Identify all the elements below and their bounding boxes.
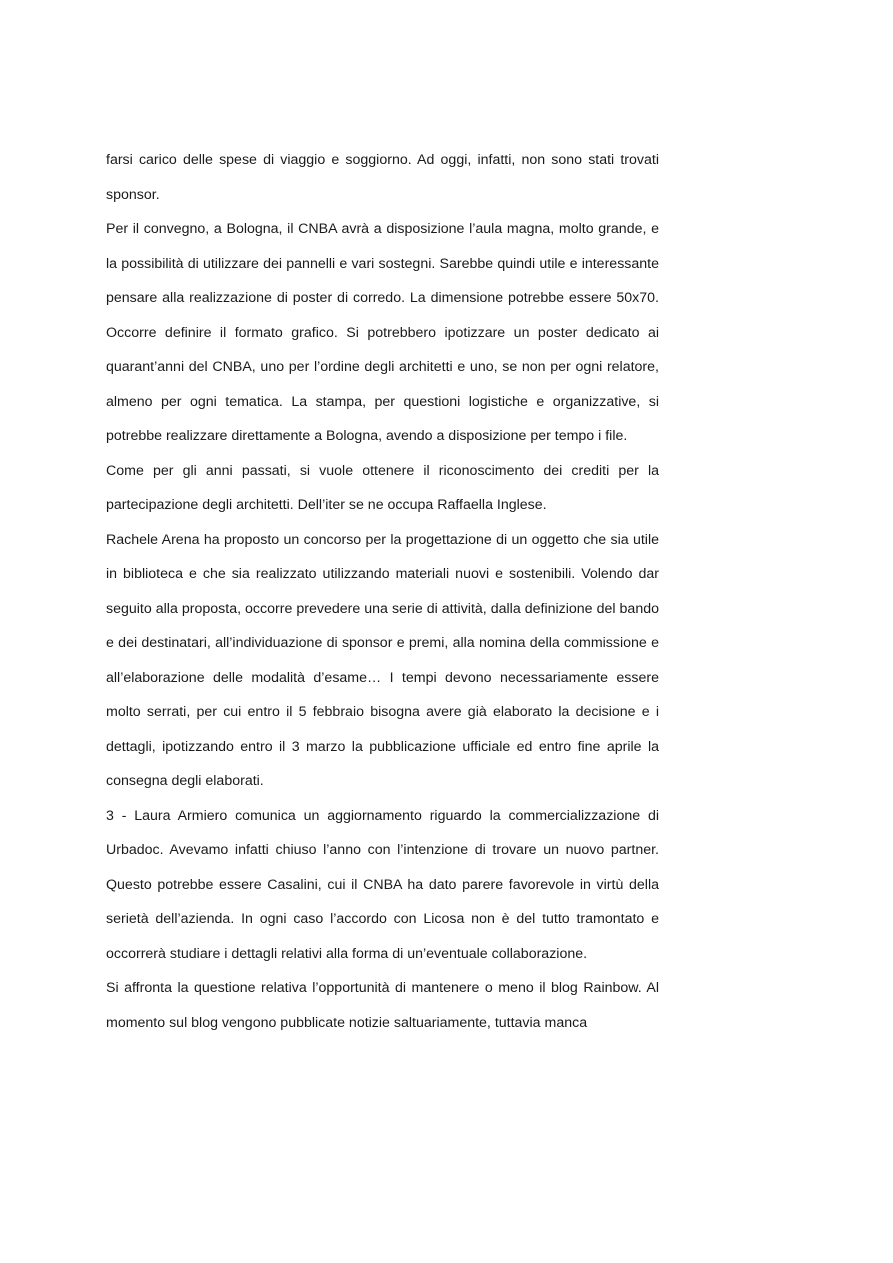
paragraph-crediti-architetti: Come per gli anni passati, si vuole ottenere il riconoscimento dei crediti per la partecipazione degli architetti. Dell’iter se ne occupa Raffaella Inglese. (106, 462, 659, 513)
paragraph-urbadoc: 3 - Laura Armiero comunica un aggiornamento riguardo la commercializzazione di Urbadoc. Avevamo infatti chiuso l’anno con l’intenzione di trovare un nuovo partner. Questo potrebbe essere Casalini, cui il CNBA ha dato parere favorevole in virtù della serietà dell’azienda. In ogni caso l’accordo con Licosa non è del tutto tramontato e occorrerà studiare i dettagli relativi alla forma di un’eventuale collaborazione. (106, 807, 659, 962)
paragraph-concorso-progettazione: Rachele Arena ha proposto un concorso per la progettazione di un oggetto che sia utile in biblioteca e che sia realizzato utilizzando materiali nuovi e sostenibili. Volendo dar seguito alla proposta, occorre prevedere una serie di attività, dalla definizione del bando e dei destinatari, all’individuazione di sponsor e premi, alla nomina della commissione e all’elaborazione delle modalità d’esame… I tempi devono necessariamente essere molto serrati, per cui entro il 5 febbraio bisogna avere già elaborato la decisione e i dettagli, ipotizzando entro il 3 marzo la pubblicazione ufficiale ed entro fine aprile la consegna degli elaborati. (106, 531, 659, 789)
body-text (106, 143, 659, 1040)
paragraph-blog-rainbow: Si affronta la questione relativa l’opportunità di mantenere o meno il blog Rainbow. Al momento sul blog vengono pubblicate notizie saltuariamente, tuttavia manca (106, 980, 659, 1031)
paragraph-convegno-bologna: Per il convegno, a Bologna, il CNBA avrà a disposizione l’aula magna, molto grande, e la possibilità di utilizzare dei pannelli e vari sostegni. Sarebbe quindi utile e interessante pensare alla realizzazione di poster di corredo. La dimensione potrebbe essere 50x70. Occorre definire il formato grafico. Si potrebbero ipotizzare un poster dedicato ai quarant’anni del CNBA, uno per l’ordine degli architetti e uno, se non per ogni relatore, almeno per ogni tematica. La stampa, per questioni logistiche e organizzative, si potrebbe realizzare direttamente a Bologna, avendo a disposizione per tempo i file. (106, 221, 659, 444)
paragraph-travel-expenses: farsi carico delle spese di viaggio e soggiorno. Ad oggi, infatti, non sono stati trovati sponsor. (106, 152, 659, 203)
